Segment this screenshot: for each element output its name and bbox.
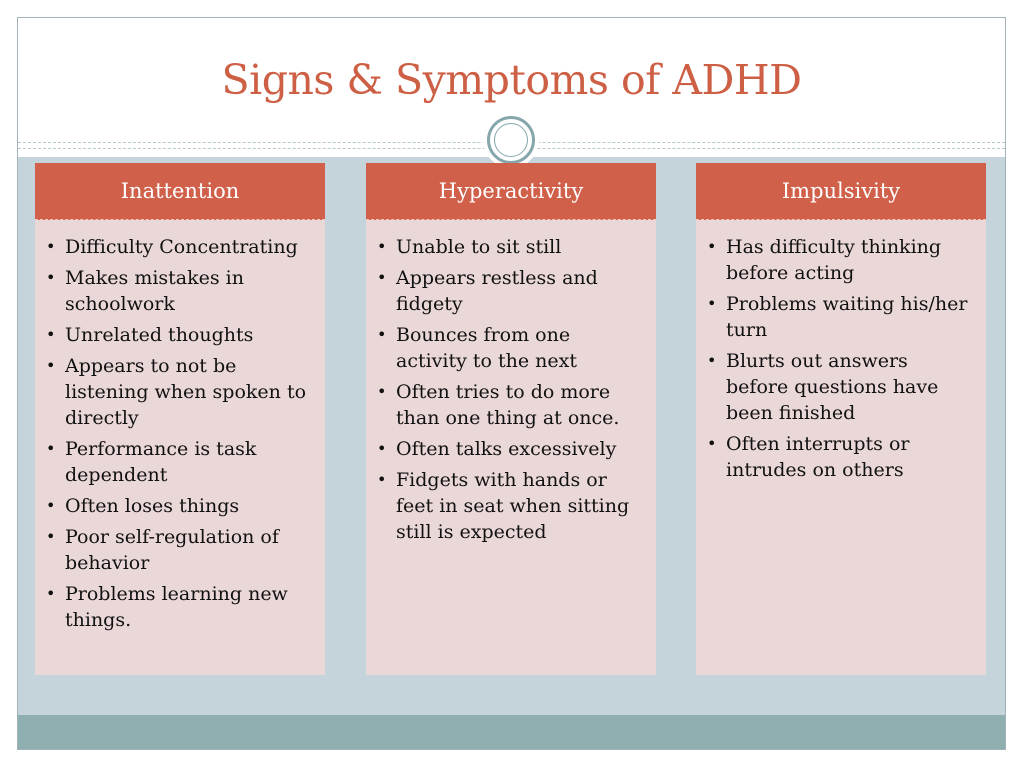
symptom-list xyxy=(366,220,656,545)
list-item: • Unrelated thoughts xyxy=(45,322,313,348)
list-item: • Appears restless and fidgety xyxy=(376,265,644,317)
list-item: • Blurts out answers before questions have been finished xyxy=(706,348,974,426)
slide xyxy=(17,17,1006,750)
list-item: • Often interrupts or intrudes on others xyxy=(706,431,974,483)
list-item: • Performance is task dependent xyxy=(45,436,313,488)
list-item: • Problems learning new things. xyxy=(45,581,313,633)
slide-title: Signs & Symptoms of ADHD xyxy=(221,56,802,104)
column-heading: Impulsivity xyxy=(696,163,986,220)
list-item: • Unable to sit still xyxy=(376,234,644,260)
list-item: • Often loses things xyxy=(45,493,313,519)
list-item: • Bounces from one activity to the next xyxy=(376,322,644,374)
list-item: • Has difficulty thinking before acting xyxy=(706,234,974,286)
column-impulsivity xyxy=(696,163,986,675)
list-item: • Makes mistakes in schoolwork xyxy=(45,265,313,317)
column-heading: Hyperactivity xyxy=(366,163,656,220)
list-item: • Often talks excessively xyxy=(376,436,644,462)
column-heading: Inattention xyxy=(35,163,325,220)
list-item: • Appears to not be listening when spoken to directly xyxy=(45,353,313,431)
list-item: • Problems waiting his/her turn xyxy=(706,291,974,343)
list-item: • Poor self-regulation of behavior xyxy=(45,524,313,576)
divider-ring-ornament xyxy=(487,116,535,164)
list-item: • Difficulty Concentrating xyxy=(45,234,313,260)
symptom-list xyxy=(35,220,325,633)
list-item: • Often tries to do more than one thing at once. xyxy=(376,379,644,431)
symptom-list xyxy=(696,220,986,483)
column-inattention xyxy=(35,163,325,675)
column-hyperactivity xyxy=(366,163,656,675)
list-item: • Fidgets with hands or feet in seat when sitting still is expected xyxy=(376,467,644,545)
slide-footer-band xyxy=(18,715,1005,749)
